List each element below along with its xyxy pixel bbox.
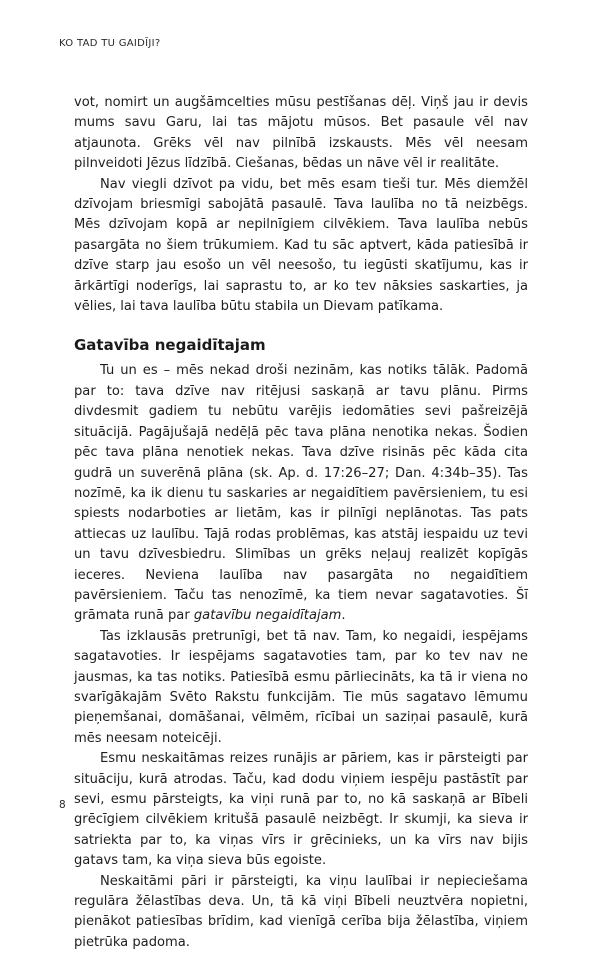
section-heading: Gatavība negaidītajam	[74, 336, 266, 355]
body-paragraph: vot, nomirt un augšāmcelties mūsu pestīšanas dēļ. Viņš jau ir devis mums savu Garu, lai tas mājotu mūsos. Bet pasaule vēl nav atjaunota. Grēks vēl nav pilnībā izskausts. Mēs vēl neesam pilnveidoti Jēzus līdzībā. Ciešanas, bēdas un nāve vēl ir realitāte.	[74, 95, 528, 172]
body-paragraph: Esmu neskaitāmas reizes runājis ar pāriem, kas ir pārsteigti par situāciju, kurā atrodas. Taču, kad dodu viņiem iespēju pastāstīt par sevi, esmu pārsteigts, ka viņi runā par to, no kā saskaņā ar Bībeli grēcīgiem cilvēkiem kritušā pasaulē neizbēgt. Ir skumji, ka sieva ir satriekta par to, ka viņas vīrs ir grēcinieks, un ka vīrs nav bijis gatavs tam, ka viņa sieva būs egoiste.	[74, 751, 528, 869]
body-paragraph: Nav viegli dzīvot pa vidu, bet mēs esam tieši tur. Mēs diemžēl dzīvojam briesmīgi sabojātā pasaulē. Tava laulība no tā neizbēgs. Mēs dzīvojam kopā ar nepilnīgiem cilvēkiem. Tava laulība nebūs pasargāta no šiem trūkumiem. Kad tu sāc aptvert, kāda patiesībā ir dzīve starp jau esošo un vēl neesošo, tu iegūsti skatījumu, kas ir ārkārtīgi noderīgs, lai saprastu to, ar ko tev nāksies saskarties, ja vēlies, lai tava laulība būtu stabila un Dievam patīkama.	[74, 176, 528, 315]
paragraph-text: Tu un es – mēs nekad droši nezinām, kas notiks tālāk. Padomā par to: tava dzīve nav ritējusi saskaņā ar tavu plānu. Pirms divdesmit gadiem tu nebūtu varējis iedomāties sevi pašreizējā situācijā. Pagājušajā nedēļā pēc tava plāna nenotika nekas. Šodien pēc tava plāna nenotiek nekas. Tava dzīve risinās pēc kāda cita gudrā un suverēnā plāna (sk. Ap. d. 17:26–27; Dan. 4:34b–35). Tas nozīmē, ka ik dienu tu saskaries ar negaidītiem pavērsieniem, tu esi spiests nodarboties ar lietām, kas ir pilnīgi neplānotas. Tas pats attiecas uz laulību. Tajā rodas problēmas, kas atstāj iespaidu uz tevi un tavu dzīvesbiedru. Slimības un grēks neļauj realizēt kopīgās ieceres. Neviena laulība nav pasargāta no negaidītiem pavērsieniem. Taču tas nenozīmē, ka tiem nevar sagatavoties. Šī grāmata runā par	[74, 363, 528, 624]
page-number: 8	[59, 799, 66, 811]
paragraph-text: .	[341, 608, 346, 624]
emphasized-text: gatavību negaidītajam	[193, 608, 342, 624]
running-head: KO TAD TU GAIDĪJI?	[59, 38, 161, 49]
body-paragraph: Tas izklausās pretrunīgi, bet tā nav. Tam, ko negaidi, iespējams sagatavoties. Ir iespējams sagatavoties tam, par ko tev nav ne jausmas, ka tas notiks. Patiesībā esmu pārliecināts, ka tā ir viena no svarīgākajām Svēto Rakstu funkcijām. Tie mūs sagatavo lēmumu pieņemšanai, domāšanai, vēlmēm, rīcībai un saziņai pasaulē, kurā mēs neesam noteicēji.	[74, 628, 528, 746]
page-body	[74, 93, 528, 953]
body-paragraph: Neskaitāmi pāri ir pārsteigti, ka viņu laulībai ir nepieciešama regulāra žēlastības deva. Un, tā kā viņi Bībeli neuztvēra nopietni, pienākot patiesības brīdim, kad vienīgā cerība bija žēlastība, viņiem pietrūka padoma.	[74, 873, 528, 950]
body-paragraph	[74, 361, 528, 626]
